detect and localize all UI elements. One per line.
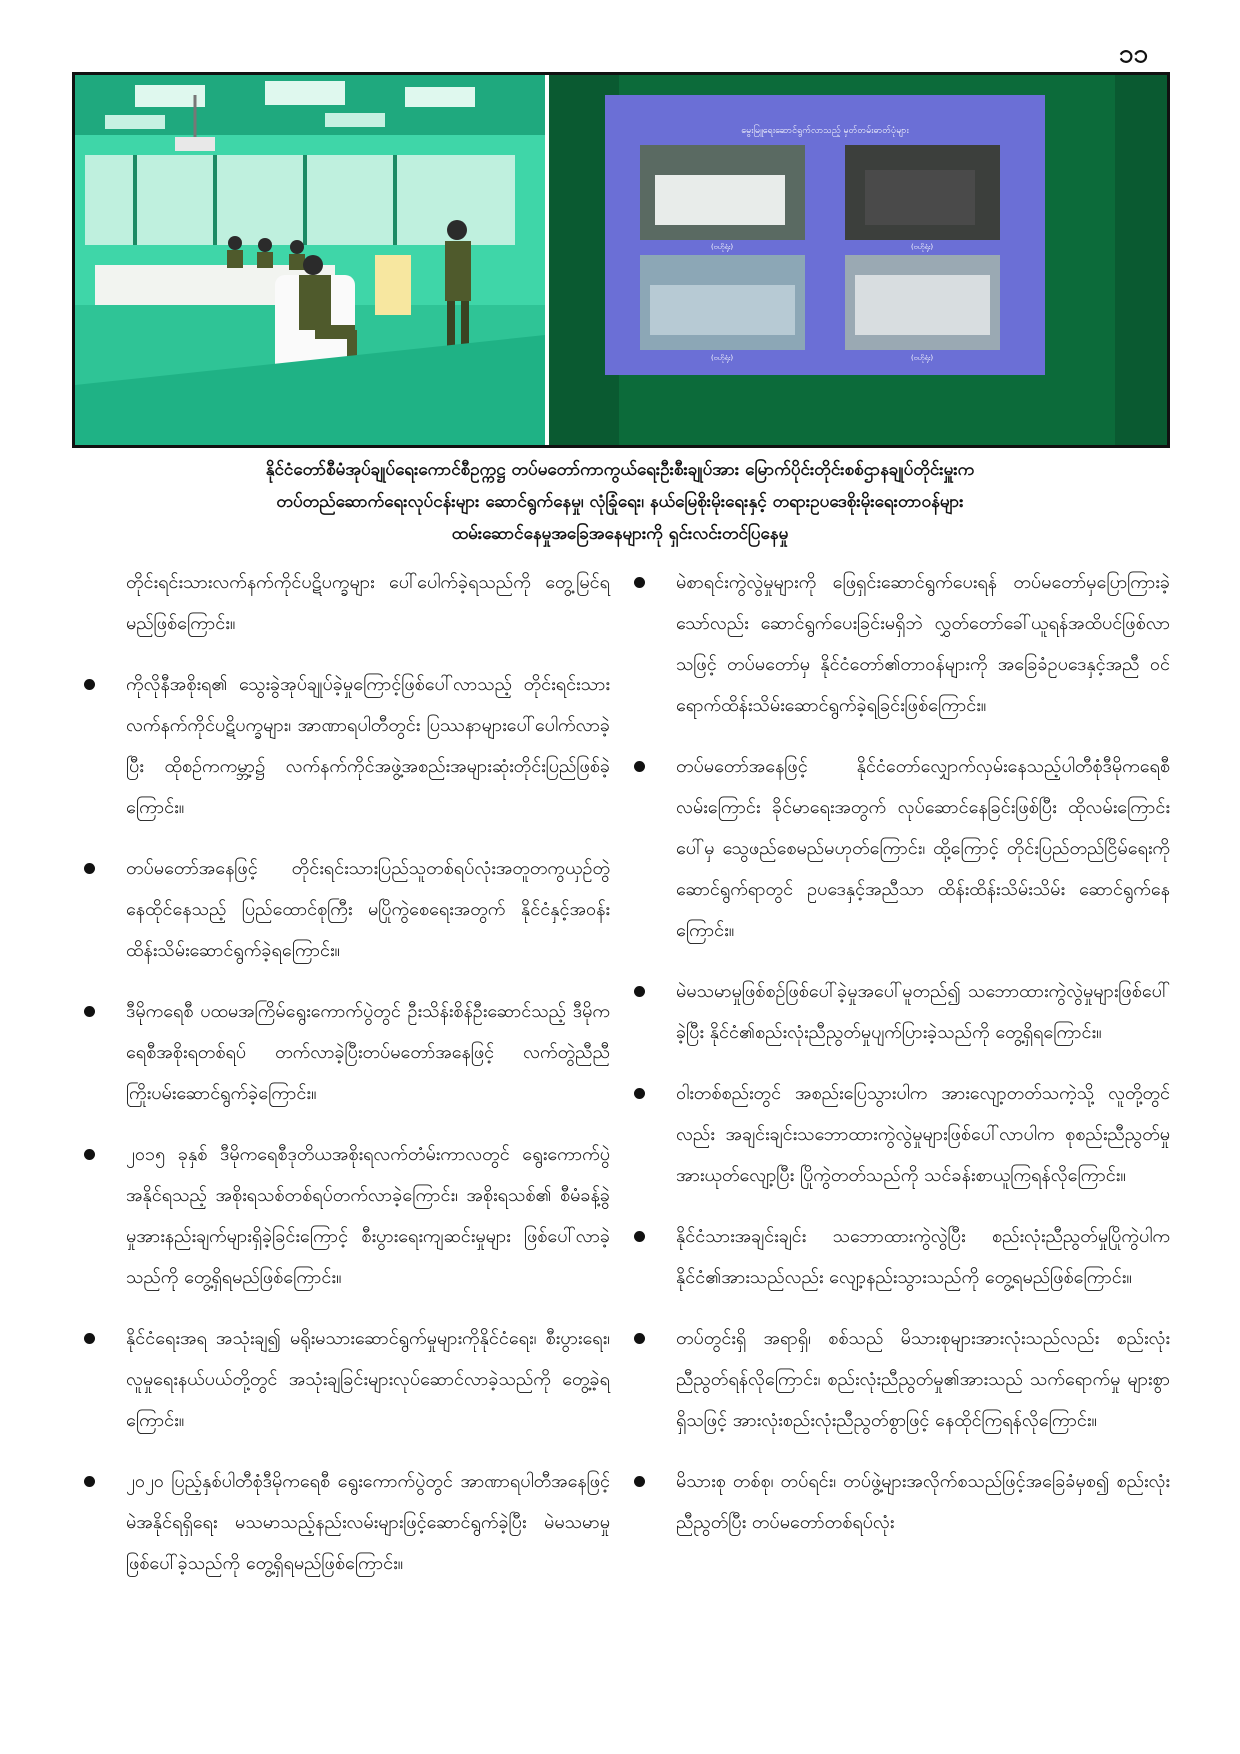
bullet-text: ၂၀၂၀ ပြည့်နှစ်ပါတီစုံဒီမိုကရေစီ ရွေးကောက်ပွဲတွင် အာဏာရပါတီအနေဖြင့် မဲအနိုင်ရရှိရေး မသမာသည့်နည်းလမ်းများဖြင့်ဆောင်ရွက်ခဲ့ပြီး မဲမသမာမှု ဖြစ်ပေါ်ခဲ့သည်ကို တွေ့ရှိရမည်ဖြစ်ကြောင်း။ [126,1471,610,1574]
caption-line-2: တပ်တည်ဆောက်ရေးလုပ်ငန်းများ ဆောင်ရွက်နေမှု၊ လုံခြုံရေး၊ နယ်မြေစိုးမိုးရေးနှင့် တရားဥပဒေစိုးမိုးရေးတာဝန်များ [276,492,964,512]
bullet-icon [84,1006,95,1017]
bullet-item [84,1461,610,1584]
bullet-item [634,1461,1170,1543]
slide-title: မွေးမြူရေးဆောင်ရွက်လာသည့် မှတ်တမ်းဓာတ်ပုံများ [741,126,909,136]
bullet-icon [634,577,645,588]
projection-screen-scene [549,75,1167,445]
continuation-text: တိုင်းရင်းသားလက်နက်ကိုင်ပဋိပက္ခများ ပေါ်ပေါက်ခဲ့ရသည်ကို တွေ့မြင်ရမည်ဖြစ်ကြောင်း။ [126,572,610,634]
bullet-item [84,1318,610,1441]
bullet-icon [634,1088,645,1099]
caption-line-1: နိုင်ငံတော်စီမံအုပ်ချုပ်ရေးကောင်စီဥက္ကဋ္ဌ တပ်မတော်ကာကွယ်ရေးဦးစီးချုပ်အား မြောက်ပိုင်းတိုင်းစစ်ဌာနချုပ်တိုင်းမှူးက [265,460,975,480]
bullet-text: နိုင်ငံရေးအရ အသုံးချ၍ မရိုးမသားဆောင်ရွက်မှုများကိုနိုင်ငံရေး၊ စီးပွားရေး၊ လူမှုရေးနယ်ပယ်တို့တွင် အသုံးချခြင်းများလုပ်ဆောင်လာခဲ့သည်ကို တွေ့ခဲ့ရကြောင်း။ [126,1328,610,1431]
bullet-text: ဝါးတစ်စည်းတွင် အစည်းပြေသွားပါက အားလျော့တတ်သကဲ့သို့ လူတို့တွင်လည်း အချင်းချင်းသဘောထားကွဲလွဲမှုများဖြစ်ပေါ်လာပါက စုစည်းညီညွတ်မှု အားယုတ်လျော့ပြီး ပြိုကွဲတတ်သည်ကို သင်ခန်းစာယူကြရန်လိုကြောင်း။ [676,1083,1170,1186]
bullet-icon [84,679,95,690]
photo-caption [90,454,1150,550]
slide-label-1: (ဗဟိုရုံး) [710,243,734,251]
bullet-text: တပ်မတော်အနေဖြင့် တိုင်းရင်းသားပြည်သူတစ်ရပ်လုံးအတူတကွယှဉ်တွဲနေထိုင်နေသည့် ပြည်ထောင်စုကြီး မပြိုကွဲစေရေးအတွက် နိုင်ငံနှင့်အဝန်း ထိန်းသိမ်းဆောင်ရွက်ခဲ့ရကြောင်း။ [126,858,610,961]
bullet-icon [84,863,95,874]
bullet-text: ကိုလိုနီအစိုးရ၏ သွေးခွဲအုပ်ချုပ်ခဲ့မှုကြောင့်ဖြစ်ပေါ်လာသည့် တိုင်းရင်းသားလက်နက်ကိုင်ပဋိပက္ခများ၊ အာဏာရပါတီတွင်း ပြဿနာများပေါ်ပေါက်လာခဲ့ပြီး ထိုစဉ်ကကမ္ဘာ့၌ လက်နက်ကိုင်အဖွဲ့အစည်းအများဆုံးတိုင်းပြည်ဖြစ်ခဲ့ကြောင်း။ [126,674,610,818]
bullet-icon [634,1231,645,1242]
bullet-icon [84,1333,95,1344]
bullet-item [84,664,610,828]
bullet-text: တပ်မတော်အနေဖြင့် နိုင်ငံတော်လျှောက်လှမ်းနေသည့်ပါတီစုံဒီမိုကရေစီလမ်းကြောင်း ခိုင်မာရေးအတွက် လုပ်ဆောင်နေခြင်းဖြစ်ပြီး ထိုလမ်းကြောင်းပေါ်မှ သွေဖည်စေမည်မဟုတ်ကြောင်း၊ ထို့ကြောင့် တိုင်းပြည်တည်ငြိမ်ရေးကို ဆောင်ရွက်ရာတွင် ဥပဒေနှင့်အညီသာ ထိန်းထိန်းသိမ်းသိမ်း ဆောင်ရွက်နေကြောင်း။ [676,756,1170,941]
bullet-icon [634,986,645,997]
bullet-text: ၂၀၁၅ ခုနှစ် ဒီမိုကရေစီဒုတိယအစိုးရလက်တံမ်းကာလတွင် ရွေးကောက်ပွဲ အနိုင်ရသည့် အစိုးရသစ်တစ်ရပ်တက်လာခဲ့ကြောင်း၊ အစိုးရသစ်၏ စီမံခန့်ခွဲမှုအားနည်းချက်များရှိခဲ့ခြင်းကြောင့် စီးပွားရေးကျဆင်းမှုများ ဖြစ်ပေါ်လာခဲ့သည်ကို တွေ့ရှိရမည်ဖြစ်ကြောင်း။ [126,1144,610,1288]
news-photo [72,72,1170,448]
bullet-item [634,971,1170,1053]
bullet-icon [634,761,645,772]
bullet-item [84,848,610,971]
bullet-text: မိသားစု တစ်စု၊ တပ်ရင်း၊ တပ်ဖွဲ့များအလိုက်စသည်ဖြင့်အခြေခံမှစ၍ စည်းလုံးညီညွတ်ပြီး တပ်မတော်တစ်ရပ်လုံး [676,1471,1170,1533]
meeting-room-scene [75,75,545,445]
continuation-paragraph [84,562,610,644]
photo-illustration [75,75,1167,445]
bullet-item [84,1134,610,1298]
bullet-item [634,562,1170,726]
slide-label-3: (ဗဟိုရုံး) [710,354,734,362]
bullet-text: မဲစာရင်းကွဲလွဲမှုများကို ဖြေရှင်းဆောင်ရွက်ပေးရန် တပ်မတော်မှပြောကြားခဲ့သော်လည်း ဆောင်ရွက်ပေးခြင်းမရှိဘဲ လွှတ်တော်ခေါ်ယူရန်အထိပင်ဖြစ်လာသဖြင့် တပ်မတော်မှ နိုင်ငံတော်၏တာဝန်များကို အခြေခံဥပဒေနှင့်အညီ ဝင်ရောက်ထိန်းသိမ်းဆောင်ရွက်ခဲ့ရခြင်းဖြစ်ကြောင်း။ [676,572,1170,716]
slide-label-2: (ဗဟိုရုံး) [910,243,934,251]
bullet-item [84,991,610,1114]
caption-line-3: ထမ်းဆောင်နေမှုအခြေအနေများကို ရှင်းလင်းတင်ပြနေမှု [451,524,789,544]
bullet-text: နိုင်ငံသားအချင်းချင်း သဘောထားကွဲလွဲပြီး စည်းလုံးညီညွတ်မှုပြိုကွဲပါက နိုင်ငံ၏အားသည်လည်း လျော့နည်းသွားသည်ကို တွေ့ရမည်ဖြစ်ကြောင်း။ [676,1226,1170,1288]
bullet-icon [84,1476,95,1487]
bullet-text: တပ်တွင်းရှိ အရာရှိ၊ စစ်သည် မိသားစုများအားလုံးသည်လည်း စည်းလုံးညီညွတ်ရန်လိုကြောင်း၊ စည်းလုံးညီညွတ်မှု၏အားသည် သက်ရောက်မှု များစွာရှိသဖြင့် အားလုံးစည်းလုံးညီညွတ်စွာဖြင့် နေထိုင်ကြရန်လိုကြောင်း။ [676,1328,1170,1431]
bullet-icon [634,1333,645,1344]
bullet-item [634,1318,1170,1441]
bullet-icon [634,1476,645,1487]
bullet-item [634,746,1170,951]
bullet-item [634,1216,1170,1298]
bullet-item [634,1073,1170,1196]
bullet-text: မဲမသမာမှုဖြစ်စဉ်ဖြစ်ပေါ်ခဲ့မှုအပေါ်မူတည်၍ သဘောထားကွဲလွဲမှုများဖြစ်ပေါ်ခဲ့ပြီး နိုင်ငံ၏စည်းလုံးညီညွတ်မှုပျက်ပြားခဲ့သည်ကို တွေ့ရှိရကြောင်း။ [676,981,1170,1043]
bullet-icon [84,1149,95,1160]
page-number: ၁၁ [1118,39,1148,69]
right-column [634,562,1170,1563]
left-column [84,562,610,1604]
bullet-text: ဒီမိုကရေစီ ပထမအကြိမ်ရွေးကောက်ပွဲတွင် ဦးသိန်းစိန်ဦးဆောင်သည့် ဒီမိုကရေစီအစိုးရတစ်ရပ် တက်လာခဲ့ပြီးတပ်မတော်အနေဖြင့် လက်တွဲညီညီ ကြိုးပမ်းဆောင်ရွက်ခဲ့ကြောင်း။ [126,1001,610,1104]
slide-label-4: (ဗဟိုရုံး) [910,354,934,362]
